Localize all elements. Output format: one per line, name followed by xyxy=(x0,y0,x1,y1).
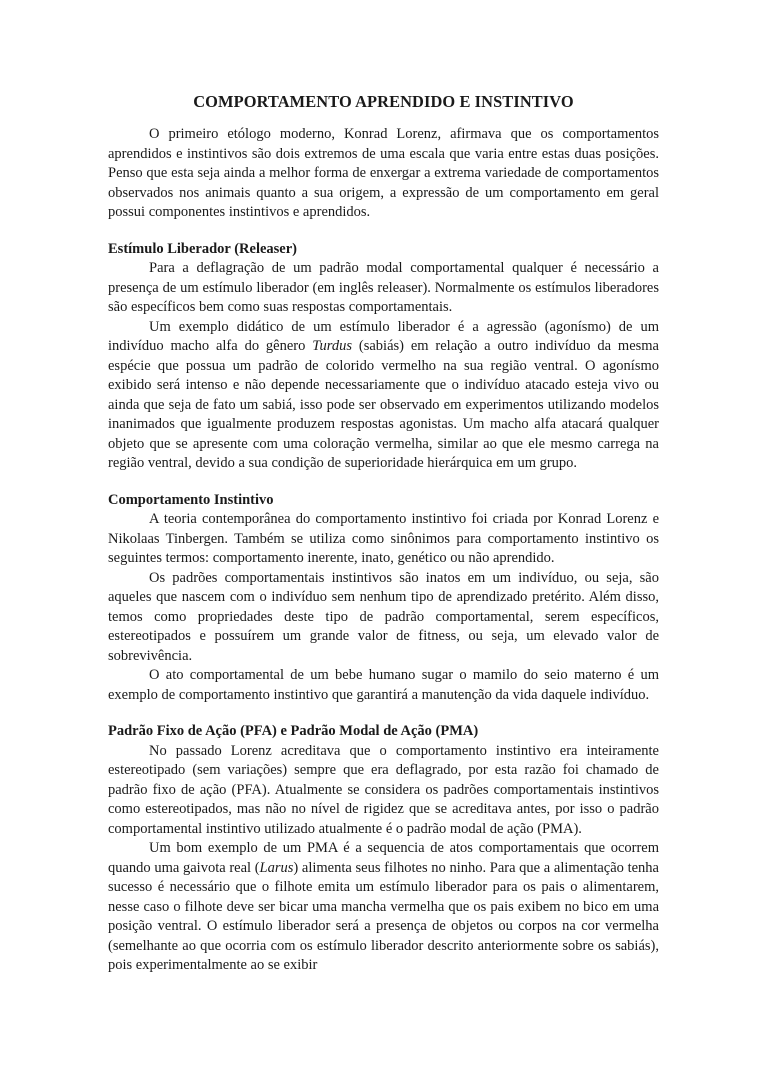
genus-turdus: Turdus xyxy=(312,338,353,354)
intro-paragraph: O primeiro etólogo moderno, Konrad Lorenz, afirmava que os comportamentos aprendidos e instintivos são dois extremos de uma escala que varia entre estas duas posições. Penso que esta seja ainda a melhor forma de enxergar a extrema variedade de comportamentos observados nos animais quanto a sua origem, a expressão de um comportamento em geral possui componentes instintivos e aprendidos. xyxy=(108,126,659,220)
pfa-pma-paragraph-2 xyxy=(108,839,659,976)
releaser-p2-text-b: (sabiás) em relação a outro indivíduo da mesma espécie que possua um padrão de colorido vermelho na sua região ventral. O agonísmo exibido será intenso e não depende necessariamente que o indivíduo atacado esteja vivo ou ainda que seja de fato um sabiá, isso pode ser observado em experimentos utilizando modelos inanimados que igualmente produzem respostas agonistas. Um macho alfa atacará qualquer objeto que se apresente com uma coloração vermelha, similar ao que ele mesmo carrega na região ventral, devido a sua condição de superioridade hierárquica em um grupo. xyxy=(108,338,659,471)
releaser-p2-text-a: Um exemplo didático de um estímulo liberador é a agressão (agonísmo) de um indivíduo macho alfa do gênero xyxy=(108,318,659,354)
releaser-paragraph-1: Para a deflagração de um padrão modal comportamental qualquer é necessário a presença de um estímulo liberador (em inglês releaser). Normalmente os estímulos liberadores são específicos bem como suas respostas comportamentais. xyxy=(108,260,659,315)
section-heading-pfa-pma: Padrão Fixo de Ação (PFA) e Padrão Modal de Ação (PMA) xyxy=(108,723,479,739)
instinctive-paragraph-2: Os padrões comportamentais instintivos são inatos em um indivíduo, ou seja, são aqueles que nascem com o indivíduo sem nenhum tipo de aprendizado pretérito. Além disso, temos como propriedades deste tipo de padrão comportamental, serem específicos, estereotipados e possuírem um grande valor de fitness, ou seja, um elevado valor de sobrevivência. xyxy=(108,569,659,664)
document-title: COMPORTAMENTO APRENDIDO E INSTINTIVO xyxy=(193,92,574,111)
document-page xyxy=(108,92,659,976)
instinctive-paragraph-1: A teoria contemporânea do comportamento instintivo foi criada por Konrad Lorenz e Nikolaas Tinbergen. Também se utiliza como sinônimos para comportamento instintivo os seguintes termos: comportamento inerente, inato, genético ou não aprendido. xyxy=(108,511,659,566)
section-heading-releaser: Estímulo Liberador (Releaser) xyxy=(108,240,298,257)
releaser-paragraph-2 xyxy=(108,318,659,474)
pfa-pma-p2-text-b: ) alimenta seus filhotes no ninho. Para que a alimentação tenha sucesso é necessário que o filhote emita um estímulo liberador para os pais o alimentarem, nesse caso o filhote deve ser bicar uma mancha vermelha que os pais exibem no bico em uma posição ventral. O estímulo liberador será a presença de objetos ou corpos na cor vermelha (semelhante ao que ocorria com os estímulo liberador descrito anteriormente sobre os sabiás), pois experimentalmente ao se exibir xyxy=(108,859,659,973)
section-heading-instinctive: Comportamento Instintivo xyxy=(108,491,274,508)
genus-larus: Larus xyxy=(259,859,294,876)
pfa-pma-paragraph-1: No passado Lorenz acreditava que o comportamento instintivo era inteiramente estereotipado (sem variações) sempre que era deflagrado, por esta razão foi chamado de padrão fixo de ação (PFA). Atualmente se considera os padrões comportamentais instintivos como estereotipados, mas não no nível de rigidez que se acreditava antes, por isso o padrão comportamental instintivo utilizado atualmente é o padrão modal de ação (PMA). xyxy=(108,742,659,837)
instinctive-paragraph-3: O ato comportamental de um bebe humano sugar o mamilo do seio materno é um exemplo de comportamento instintivo que garantirá a manutenção da vida daquele indivíduo. xyxy=(108,667,659,703)
pfa-pma-p2-text-a: Um bom exemplo de um PMA é a sequencia de atos comportamentais que ocorrem quando uma gaivota real ( xyxy=(108,840,659,876)
